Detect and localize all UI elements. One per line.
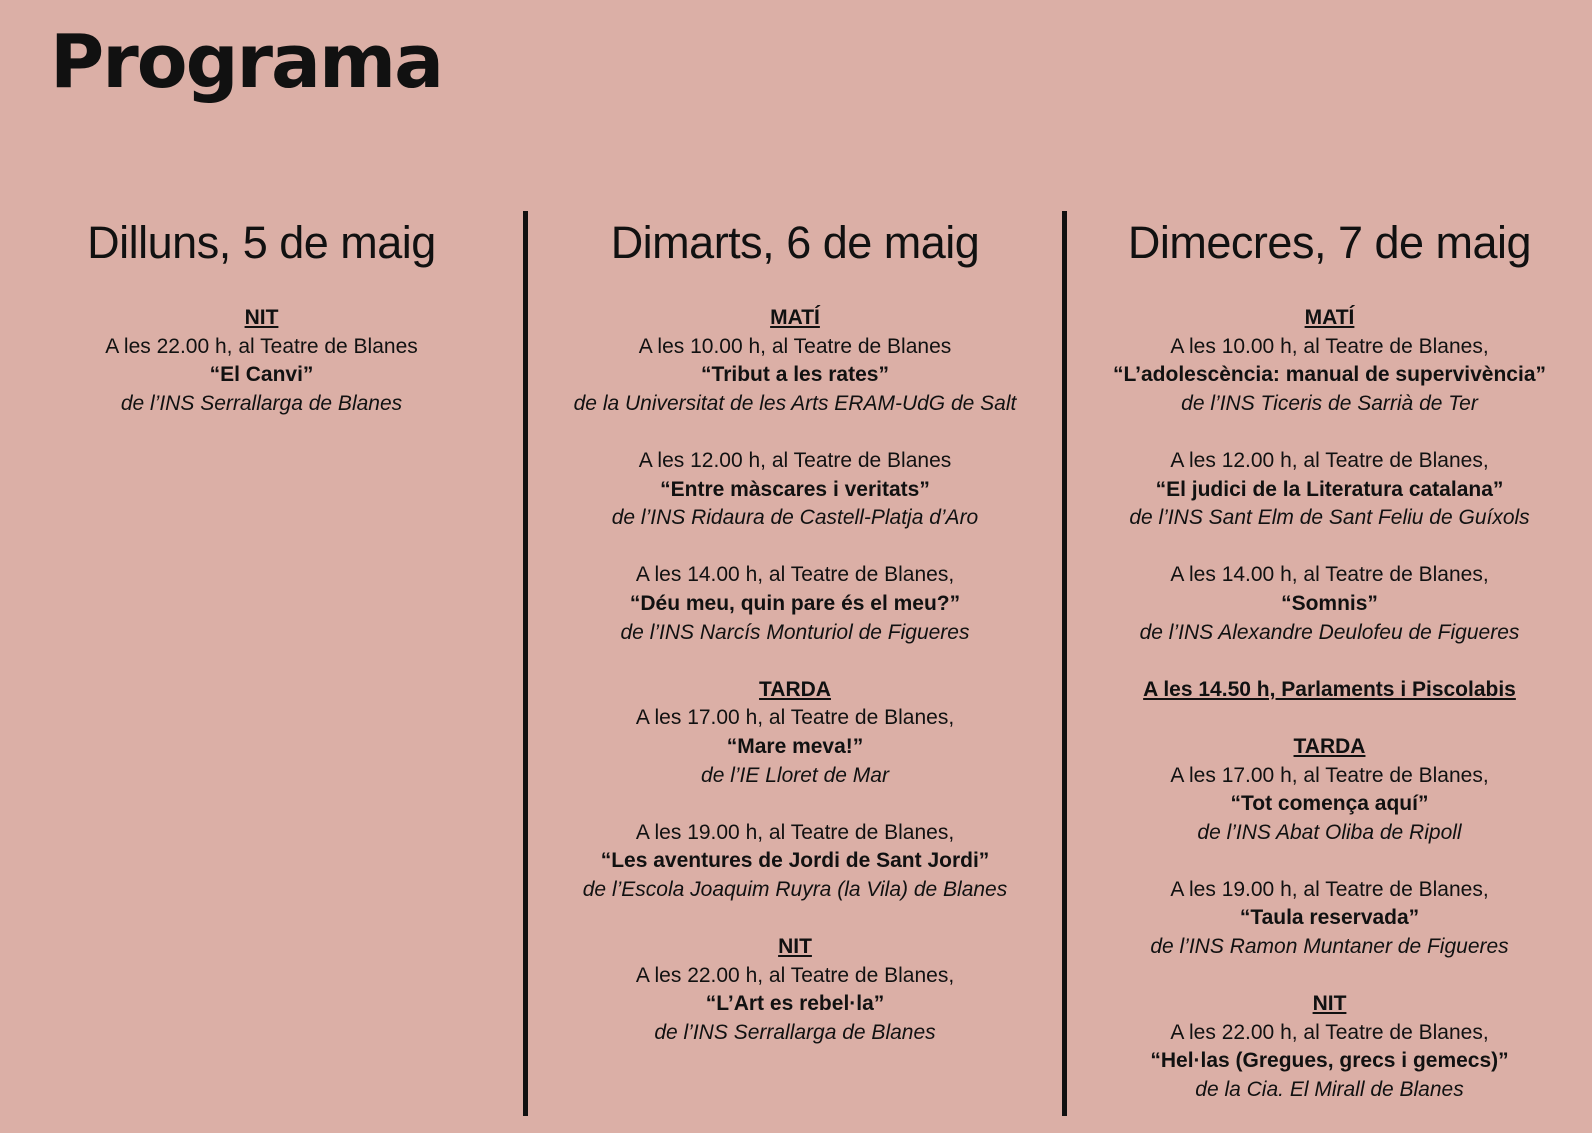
event-company: de l’INS Sant Elm de Sant Feliu de Guíxols [1129, 506, 1530, 530]
event-period: NIT [778, 935, 812, 959]
event-time: A les 19.00 h, al Teatre de Blanes, [1170, 877, 1489, 901]
event-company: de l’INS Alexandre Deulofeu de Figueres [1139, 620, 1520, 644]
event-period: MATÍ [770, 306, 820, 329]
day-column-wednesday [1067, 208, 1592, 1133]
event-period: TARDA [1293, 734, 1366, 758]
event-company: de la Cia. El Mirall de Blanes [1195, 1078, 1464, 1102]
event-period: A les 14.50 h, Parlaments i Piscolabis [1143, 677, 1516, 701]
event-title: “El judici de la Literatura catalana” [1155, 477, 1504, 501]
event-company: de l’INS Ridaura de Castell-Platja d’Aro [611, 506, 979, 530]
event-block [1067, 676, 1592, 705]
event-company: de l’IE Lloret de Mar [701, 763, 889, 787]
event-block [528, 819, 1062, 905]
event-company: de l’INS Abat Oliba de Ripoll [1197, 820, 1462, 844]
day-heading: Dimarts, 6 de maig [610, 217, 980, 268]
event-time: A les 22.00 h, al Teatre de Blanes, [1170, 1020, 1489, 1044]
schedule-list [0, 304, 523, 418]
event-title: “Déu meu, quin pare és el meu?” [629, 591, 961, 615]
day-heading: Dilluns, 5 de maig [87, 217, 436, 268]
day-heading: Dimecres, 7 de maig [1127, 217, 1532, 268]
event-company: de l’Escola Joaquim Ruyra (la Vila) de Blanes [582, 877, 1008, 901]
event-block [528, 676, 1062, 790]
event-company: de l’INS Ramon Muntaner de Figueres [1150, 935, 1509, 959]
event-title: “Les aventures de Jordi de Sant Jordi” [600, 849, 990, 873]
event-company: de l’INS Serrallarga de Blanes [654, 1020, 936, 1044]
event-time: A les 14.00 h, al Teatre de Blanes, [1170, 563, 1489, 587]
event-block [1067, 304, 1592, 418]
event-block [1067, 561, 1592, 647]
event-title: “Tribut a les rates” [701, 363, 889, 387]
event-title: “El Canvi” [209, 363, 314, 387]
event-block [1067, 447, 1592, 533]
event-period: TARDA [759, 677, 831, 701]
event-block [1067, 733, 1592, 847]
event-title: “Tot comença aquí” [1230, 792, 1429, 816]
event-period: MATÍ [1304, 306, 1355, 329]
event-time: A les 14.00 h, al Teatre de Blanes, [635, 563, 955, 587]
event-title: “Somnis” [1281, 591, 1378, 615]
event-block [1067, 876, 1592, 962]
page-title: Programa [50, 19, 443, 105]
event-title: “Entre màscares i veritats” [660, 477, 930, 501]
event-time: A les 12.00 h, al Teatre de Blanes, [1170, 448, 1489, 472]
event-time: A les 17.00 h, al Teatre de Blanes, [1170, 763, 1489, 787]
event-period: NIT [1312, 992, 1347, 1016]
event-company: de la Universitat de les Arts ERAM-UdG de Salt [573, 391, 1017, 415]
event-company: de l’INS Ticeris de Sarrià de Ter [1181, 391, 1478, 415]
schedule-list [1067, 304, 1592, 1105]
event-time: A les 22.00 h, al Teatre de Blanes [105, 334, 418, 358]
event-company: de l’INS Serrallarga de Blanes [120, 391, 403, 415]
event-block [528, 447, 1062, 533]
event-time: A les 19.00 h, al Teatre de Blanes, [635, 820, 955, 844]
event-period: NIT [244, 306, 279, 329]
schedule-list [528, 304, 1062, 1047]
event-block [1067, 990, 1592, 1104]
event-time: A les 12.00 h, al Teatre de Blanes [638, 448, 952, 472]
event-title: “L’Art es rebel·la” [705, 992, 885, 1016]
event-title: “Taula reservada” [1239, 906, 1420, 930]
event-block [528, 304, 1062, 418]
event-title: “Hel·las (Gregues, grecs i gemecs)” [1150, 1049, 1509, 1073]
event-company: de l’INS Narcís Monturiol de Figueres [620, 620, 970, 644]
event-title: “Mare meva!” [726, 734, 864, 758]
event-time: A les 10.00 h, al Teatre de Blanes [638, 334, 952, 358]
event-title: “L’adolescència: manual de supervivència” [1112, 363, 1546, 387]
day-column-monday [0, 208, 523, 447]
event-block [528, 933, 1062, 1047]
event-time: A les 10.00 h, al Teatre de Blanes, [1170, 334, 1489, 358]
event-block [0, 304, 523, 418]
event-time: A les 17.00 h, al Teatre de Blanes, [635, 706, 955, 730]
event-time: A les 22.00 h, al Teatre de Blanes, [635, 963, 955, 987]
event-block [528, 561, 1062, 647]
day-column-tuesday [528, 208, 1062, 1076]
